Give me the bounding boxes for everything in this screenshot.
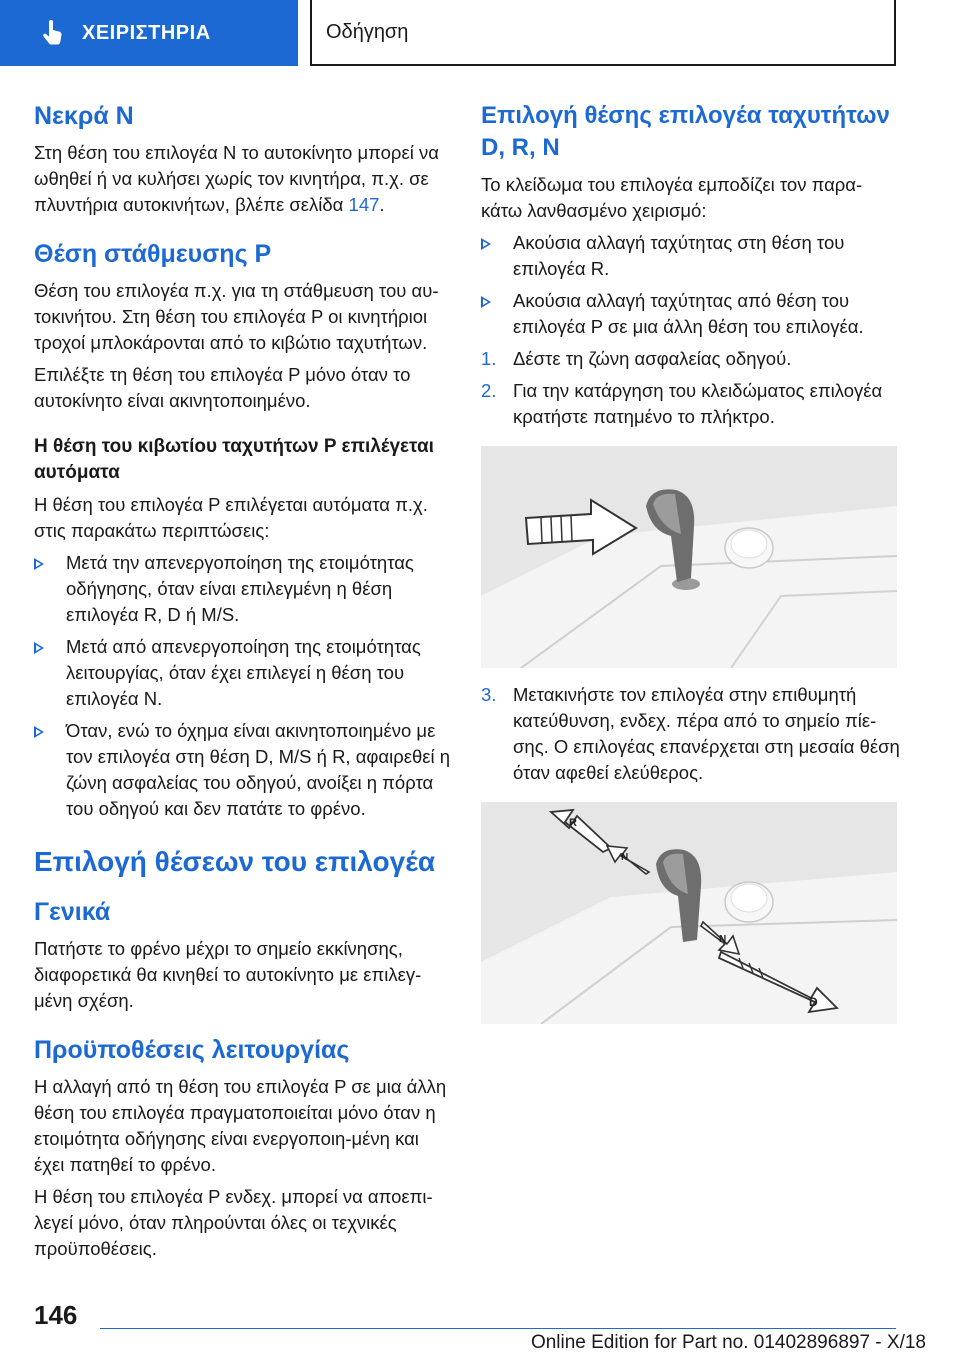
list-item: Μετά την απενεργοποίηση της ετοιμότητας οδήγησης, όταν είναι επιλεγμένη η θέση επιλογέα R, D ή M/S. <box>34 550 454 628</box>
heading-general: Γενικά <box>34 898 111 926</box>
list-item: Μετά από απενεργοποίηση της ετοιμότητας λειτουργίας, όταν έχει επιλεγεί η θέση του επιλογέα N. <box>34 634 454 712</box>
direction-label-n-down: N <box>719 934 727 945</box>
paragraph-prereq-1: Η αλλαγή από τη θέση του επιλογέα P σε μια άλλη θέση του επιλογέα πραγματοποιείται μόνο όταν η ετοιμότητα οδήγησης είναι ενεργοποιη‐μένη και έχει πατηθεί το φρένο. <box>34 1076 447 1175</box>
page-link-147[interactable]: 147 <box>348 194 380 215</box>
step-item: 3. Μετακινήστε τον επιλογέα στην επιθυμητή κατεύθυνση, ενδεχ. πέρα από το σημείο πίε‐σης. Ο επιλογέας επανέρχεται στη μεσαία θέση όταν αφεθεί ελεύθερος. <box>481 684 900 783</box>
heading-neutral: Νεκρά N <box>34 102 134 130</box>
list-item: Ακούσια αλλαγή ταχύτητας στη θέση του επιλογέα R. <box>481 230 901 282</box>
paragraph-general: Πατήστε το φρένο μέχρι το σημείο εκκίνησης, διαφορετικά θα κινηθεί το αυτοκίνητο με επιλεγ‐μένη σχέση. <box>34 938 422 1011</box>
heading-park: Θέση στάθμευσης P <box>34 240 272 268</box>
list-item: Όταν, ενώ το όχημα είναι ακινητοποιημένο με τον επιλογέα στη θέση D, M/S ή R, αφαιρεθεί η ζώνη ασφαλείας του οδηγού, ανοίξει η πόρτα του οδηγού και δεν πατάτε το φρένο. <box>34 718 454 822</box>
paragraph-neutral <box>34 140 454 218</box>
figure-unlock-button <box>481 446 897 668</box>
section-tab[interactable] <box>0 0 298 66</box>
page-number: 146 <box>34 1300 78 1330</box>
footer-edition: Online Edition for Part no. 01402896897 - X/18 <box>530 1332 926 1353</box>
right-column <box>481 100 901 1024</box>
heading-select-positions: Επιλογή θέσεων του επιλογέα <box>34 846 436 877</box>
footer-divider <box>100 1328 896 1329</box>
list-item: Ακούσια αλλαγή ταχύτητας από θέση του επιλογέα P σε μια άλλη θέση του επιλογέα. <box>481 288 901 340</box>
bullet-triangle-icon <box>481 296 491 308</box>
bullet-triangle-icon <box>34 726 44 738</box>
section-tab-label: ΧΕΙΡΙΣΤΗΡΙΑ <box>82 21 211 44</box>
figure-shift-directions <box>481 802 897 1024</box>
direction-label-r: R <box>569 817 577 829</box>
paragraph-park-2: Επιλέξτε τη θέση του επιλογέα P μόνο όταν το αυτοκίνητο είναι ακινητοποιημένο. <box>34 364 411 411</box>
heading-gear-select: Επιλογή θέσης επιλογέα ταχυτήτων D, R, N <box>481 102 890 161</box>
hand-pointer-icon <box>42 20 64 46</box>
paragraph-neutral-text: Στη θέση του επιλογέα N το αυτοκίνητο μπορεί να ωθηθεί ή να κυλήσει χωρίς τον κινητήρα, π.χ. σε πλυντήρια αυτοκινήτων, βλέπε σελίδα <box>34 142 439 215</box>
paragraph-park-1: Θέση του επιλογέα π.χ. για τη στάθμευση του αυ‐τοκινήτου. Στη θέση του επιλογέα P οι κινητήριοι τροχοί μπλοκάρονται από το κιβώτιο ταχυτήτων. <box>34 280 439 353</box>
direction-label-d: D <box>809 995 818 1009</box>
paragraph-auto-park: Η θέση του επιλογέα P επιλέγεται αυτόματα π.χ. στις παρακάτω περιπτώσεις: <box>34 494 428 541</box>
paragraph-gear-lock: Το κλείδωμα του επιλογέα εμποδίζει τον παρα‐κάτω λανθασμένο χειρισμό: <box>481 174 863 221</box>
bullet-triangle-icon <box>34 642 44 654</box>
left-column <box>34 100 454 1268</box>
step-item: 2. Για την κατάργηση του κλειδώματος επιλογέα κρατήστε πατημένο το πλήκτρο. <box>481 380 883 427</box>
bullet-triangle-icon <box>34 558 44 570</box>
heading-prerequisites: Προϋποθέσεις λειτουργίας <box>34 1036 350 1064</box>
direction-label-n-up: N <box>621 852 629 863</box>
paragraph-neutral-end: . <box>379 194 385 215</box>
bullet-triangle-icon <box>481 238 491 250</box>
paragraph-prereq-2: Η θέση του επιλογέα P ενδεχ. μπορεί να αποεπι‐λεγεί μόνο, όταν πληρούνται όλες οι τεχνικές προϋποθέσεις. <box>34 1186 433 1259</box>
step-item: 1. Δέστε τη ζώνη ασφαλείας οδηγού. <box>481 348 792 369</box>
breadcrumb: Οδήγηση <box>310 0 896 66</box>
heading-auto-park: Η θέση του κιβωτίου ταχυτήτων P επιλέγεται αυτόματα <box>34 436 434 483</box>
